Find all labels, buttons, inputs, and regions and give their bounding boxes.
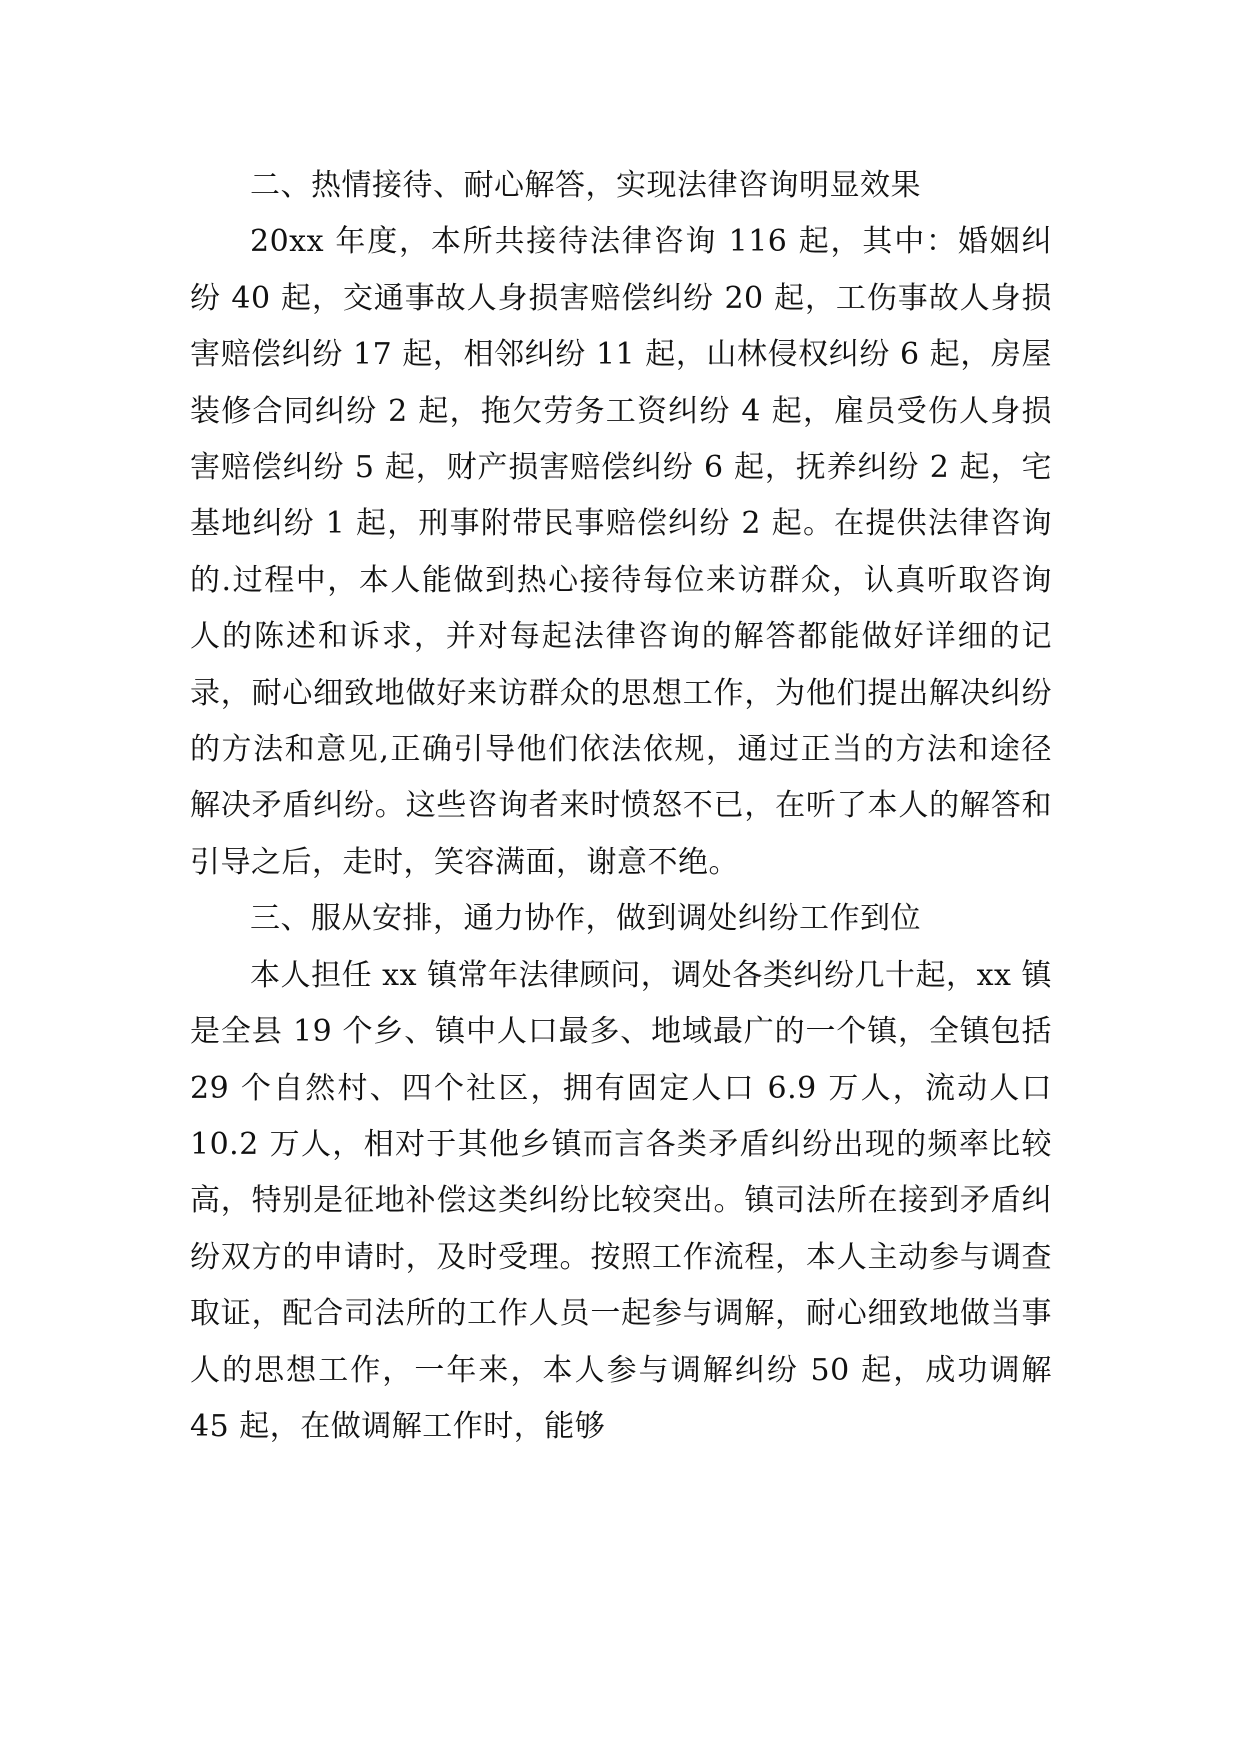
section-paragraph-3: 本人担任 xx 镇常年法律顾问，调处各类纠纷几十起，xx 镇是全县 19 个乡、镇中人口最多、地域最广的一个镇，全镇包括 29 个自然村、四个社区，拥有固定人口 6.9 万人，流动人口 10.2 万人，相对于其他乡镇而言各类矛盾纠纷出现的频率比较高，特别是征地补偿这类纠纷比较突出。镇司法所在接到矛盾纠纷双方的申请时，及时受理。按照工作流程，本人主动参与调查取证，配合司法所的工作人员一起参与调解，耐心细致地做当事人的思想工作，一年来，本人参与调解纠纷 50 起，成功调解 45 起，在做调解工作时，能够 [190, 957, 1052, 1444]
section-heading-2: 二、热情接待、耐心解答，实现法律咨询明显效果 [250, 168, 921, 203]
document-body [190, 158, 1052, 1455]
section-heading-3: 三、服从安排，通力协作，做到调处纠纷工作到位 [250, 901, 921, 937]
section-paragraph-2: 20xx 年度，本所共接待法律咨询 116 起，其中：婚姻纠纷 40 起，交通事故人身损害赔偿纠纷 20 起，工伤事故人身损害赔偿纠纷 17 起，相邻纠纷 11 起，山林侵权纠纷 6 起，房屋装修合同纠纷 2 起，拖欠劳务工资纠纷 4 起，雇员受伤人身损害赔偿纠纷 5 起，财产损害赔偿纠纷 6 起，抚养纠纷 2 起，宅基地纠纷 1 起，刑事附带民事赔偿纠纷 2 起。在提供法律咨询的.过程中，本人能做到热心接待每位来访群众，认真听取咨询人的陈述和诉求，并对每起法律咨询的解答都能做好详细的记录，耐心细致地做好来访群众的思想工作，为他们提出解决纠纷的方法和意见,正确引导他们依法依规，通过正当的方法和途径解决矛盾纠纷。这些咨询者来时愤怒不已，在听了本人的解答和引导之后，走时，笑容满面，谢意不绝。 [190, 224, 1052, 880]
